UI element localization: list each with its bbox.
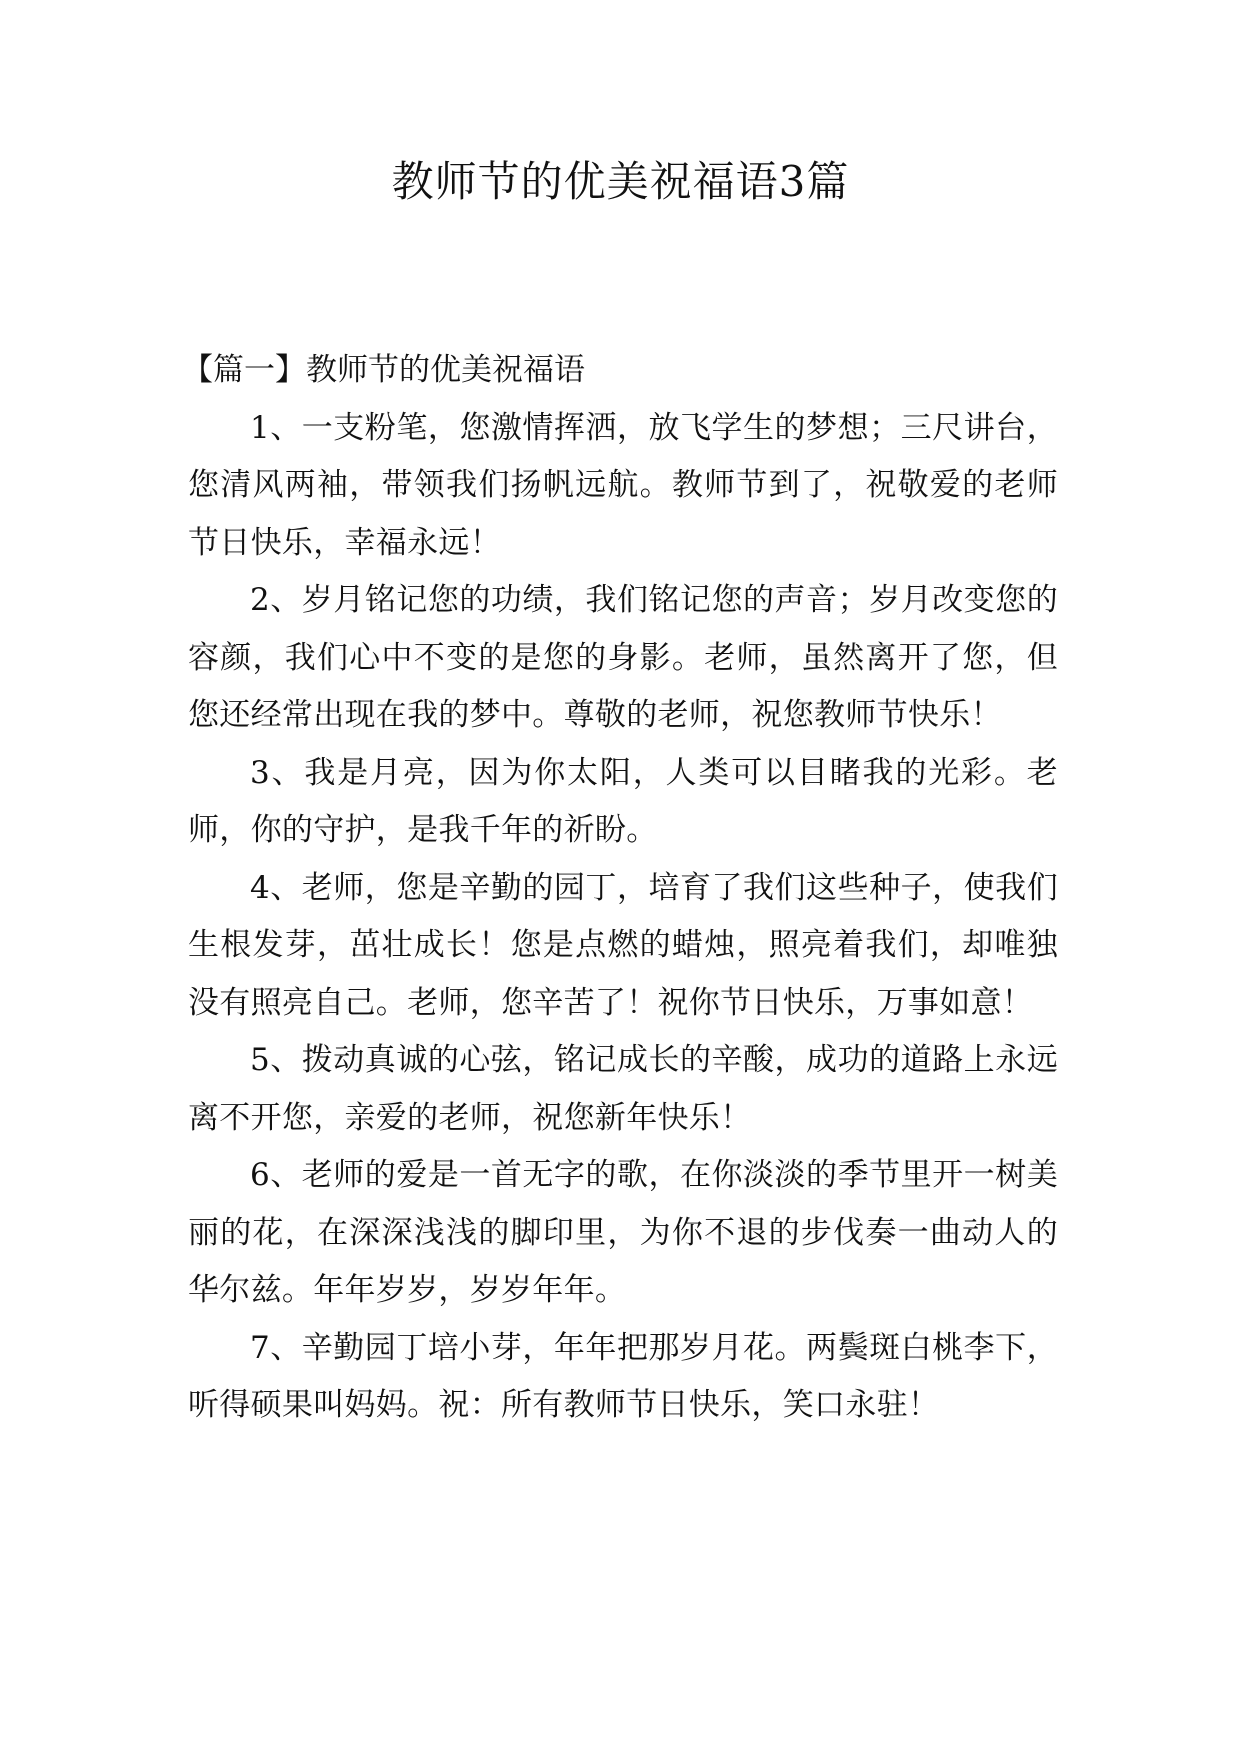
section-heading: 【篇一】教师节的优美祝福语 xyxy=(182,352,585,388)
paragraph-1: 1、一支粉笔，您激情挥洒，放飞学生的梦想；三尺讲台，您清风两袖，带领我们扬帆远航。教师节到了，祝敬爱的老师节日快乐，幸福永远！ xyxy=(188,409,1058,561)
paragraph-3: 3、我是月亮，因为你太阳，人类可以目睹我的光彩。老师，你的守护，是我千年的祈盼。 xyxy=(188,754,1058,848)
paragraph-4: 4、老师，您是辛勤的园丁，培育了我们这些种子，使我们生根发芽，茁壮成长！您是点燃的蜡烛，照亮着我们，却唯独没有照亮自己。老师，您辛苦了！祝你节日快乐，万事如意！ xyxy=(188,869,1058,1021)
paragraph-7: 7、辛勤园丁培小芽，年年把那岁月花。两鬓斑白桃李下，听得硕果叫妈妈。祝：所有教师节日快乐，笑口永驻！ xyxy=(188,1329,1058,1423)
paragraph-2: 2、岁月铭记您的功绩，我们铭记您的声音；岁月改变您的容颜，我们心中不变的是您的身影。老师，虽然离开了您，但您还经常出现在我的梦中。尊敬的老师，祝您教师节快乐！ xyxy=(188,582,1058,733)
paragraph-6: 6、老师的爱是一首无字的歌，在你淡淡的季节里开一树美丽的花，在深深浅浅的脚印里，为你不退的步伐奏一曲动人的华尔兹。年年岁岁，岁岁年年。 xyxy=(188,1157,1058,1308)
document-body xyxy=(182,342,1058,1435)
paragraph-5: 5、拨动真诚的心弦，铭记成长的辛酸，成功的道路上永远离不开您，亲爱的老师，祝您新年快乐！ xyxy=(188,1042,1058,1136)
document-title: 教师节的优美祝福语3篇 xyxy=(391,157,850,206)
